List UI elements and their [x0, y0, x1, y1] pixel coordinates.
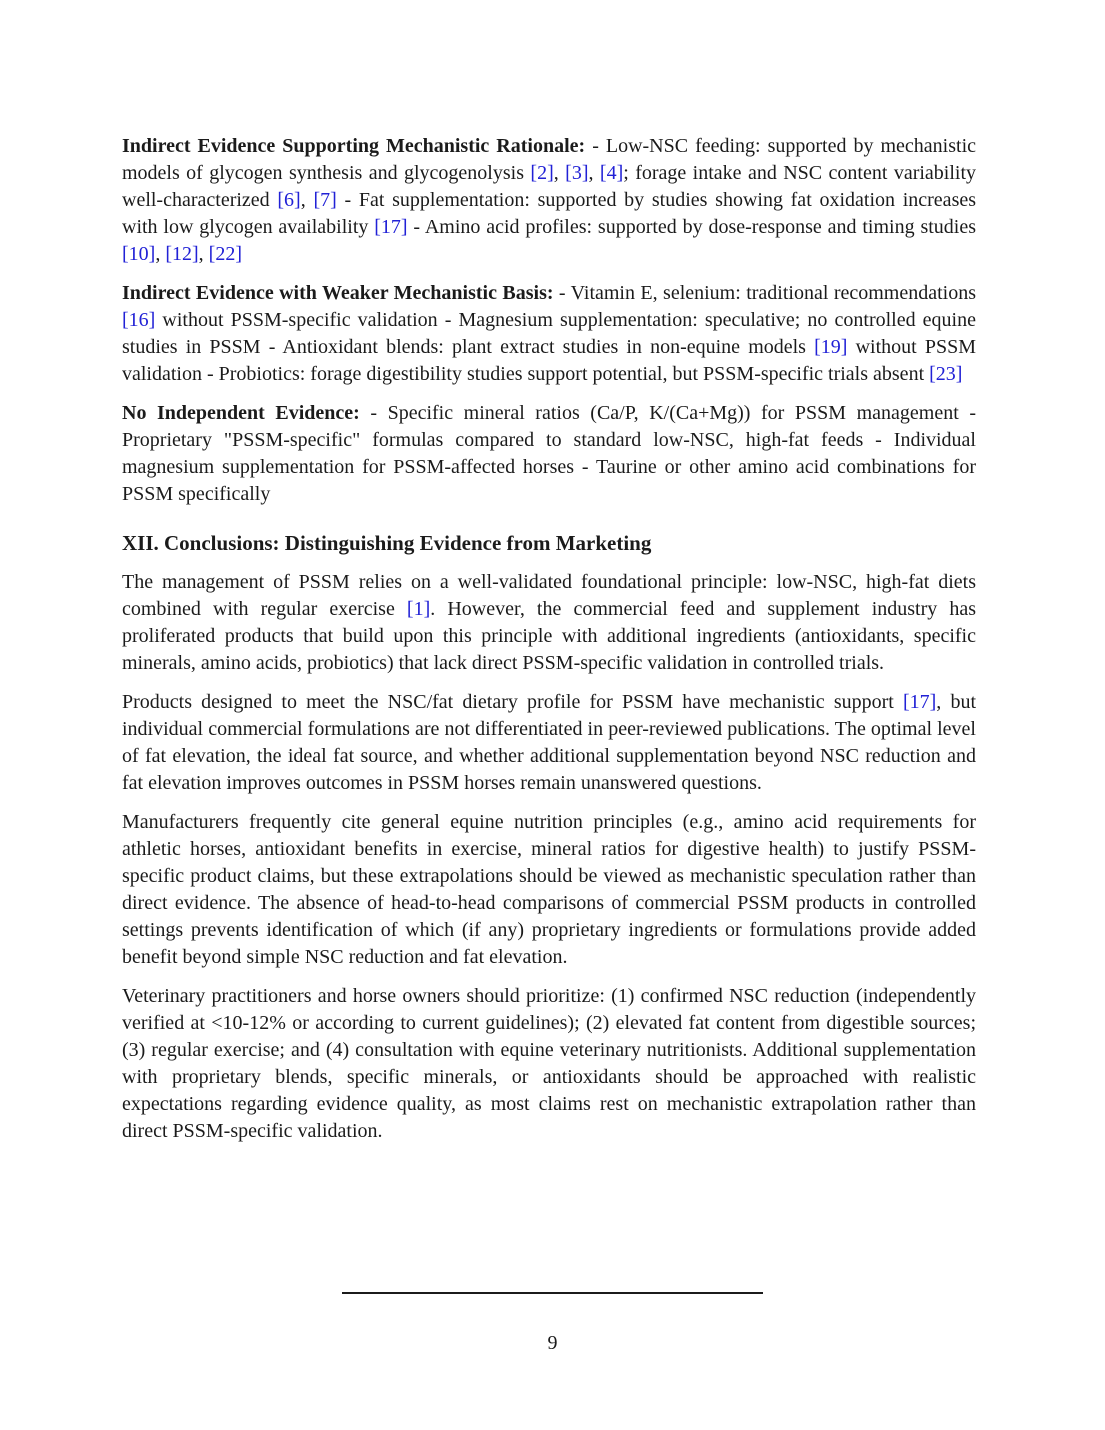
section-heading: XII. Conclusions: Distinguishing Evidence from Marketing: [122, 531, 652, 555]
paragraph-lead: Indirect Evidence with Weaker Mechanistic Basis:: [122, 282, 554, 304]
page-text: [122, 133, 976, 1157]
paragraph: The management of PSSM relies on a well-validated foundational principle: low-NSC, high-fat diets combined with regular exercise [1]. However, the commercial feed and supplement industry has proliferated products that build upon this principle with additional ingredients (antioxidants, specific minerals, amino acids, probiotics) that lack direct PSSM-specific validation in controlled trials.: [122, 571, 977, 674]
citation-link[interactable]: [23]: [929, 363, 963, 385]
citation-link[interactable]: [6]: [277, 189, 301, 211]
footnote-rule: [342, 1292, 763, 1294]
paragraph: No Independent Evidence: - Specific mineral ratios (Ca/P, K/(Ca+Mg)) for PSSM management - Proprietary "PSSM-specific" formulas compared to standard low-NSC, high-fat feeds - Individual magnesium supplementation for PSSM-affected horses - Taurine or other amino acid combinations for PSSM specifically: [122, 402, 976, 505]
citation-link[interactable]: [7]: [313, 189, 337, 211]
paragraph-lead: Indirect Evidence Supporting Mechanistic Rationale:: [122, 135, 586, 157]
paragraph: Indirect Evidence Supporting Mechanistic Rationale: - Low-NSC feeding: supported by mechanistic models of glycogen synthesis and glycogenolysis [2], [3], [4]; forage intake and NSC content variability well-characterized [6], [7] - Fat supplementation: supported by studies showing fat oxidation increases with low glycogen availability [17] - Amino acid profiles: supported by dose-response and timing studies [10], [12], [22]: [122, 135, 977, 265]
citation-link[interactable]: [12]: [165, 243, 199, 265]
paragraph: Manufacturers frequently cite general equine nutrition principles (e.g., amino acid requirements for athletic horses, antioxidant benefits in exercise, mineral ratios for digestive health) to justify PSSM-specific product claims, but these extrapolations should be viewed as mechanistic speculation rather than direct evidence. The absence of head-to-head comparisons of commercial PSSM products in controlled settings prevents identification of which (if any) proprietary ingredients or formulations provide added benefit beyond simple NSC reduction and fat elevation.: [122, 811, 976, 968]
paragraph: Veterinary practitioners and horse owners should prioritize: (1) confirmed NSC reduction (independently verified at <10-12% or according to current guidelines); (2) elevated fat content from digestible sources; (3) regular exercise; and (4) consultation with equine veterinary nutritionists. Additional supplementation with proprietary blends, specific minerals, or antioxidants should be approached with realistic expectations regarding evidence quality, as most claims rest on mechanistic extrapolation rather than direct PSSM-specific validation.: [122, 985, 976, 1142]
citation-link[interactable]: [19]: [814, 336, 848, 358]
citation-link[interactable]: [22]: [208, 243, 242, 265]
page-number: 9: [547, 1332, 558, 1354]
citation-link[interactable]: [3]: [565, 162, 589, 184]
paragraph-lead: No Independent Evidence:: [122, 402, 360, 424]
citation-link[interactable]: [16]: [122, 309, 156, 331]
paragraph: Indirect Evidence with Weaker Mechanistic Basis: - Vitamin E, selenium: traditional recommendations [16] without PSSM-specific validation - Magnesium supplementation: speculative; no controlled equine studies in PSSM - Antioxidant blends: plant extract studies in non-equine models [19] without PSSM validation - Probiotics: forage digestibility studies support potential, but PSSM-specific trials absent [23]: [122, 282, 977, 385]
citation-link[interactable]: [17]: [374, 216, 408, 238]
citation-link[interactable]: [4]: [599, 162, 624, 184]
citation-link[interactable]: [17]: [902, 691, 937, 713]
citation-link[interactable]: [1]: [406, 598, 431, 620]
paragraph: Products designed to meet the NSC/fat dietary profile for PSSM have mechanistic support [17], but individual commercial formulations are not differentiated in peer-reviewed publications. The optimal level of fat elevation, the ideal fat source, and whether additional supplementation beyond NSC reduction and fat elevation improves outcomes in PSSM horses remain unanswered questions.: [122, 691, 976, 794]
citation-link[interactable]: [10]: [122, 243, 156, 265]
citation-link[interactable]: [2]: [530, 162, 554, 184]
